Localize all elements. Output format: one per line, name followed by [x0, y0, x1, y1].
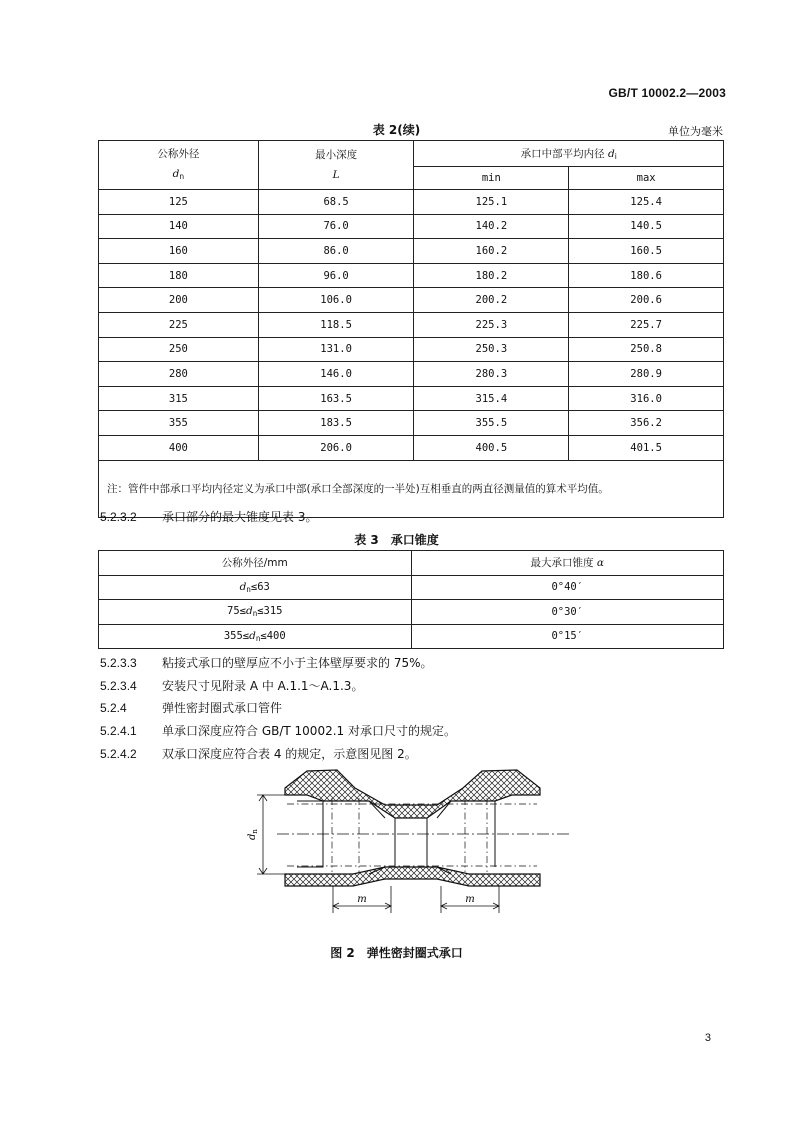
table-row — [99, 575, 724, 600]
page-number: 3 — [704, 1032, 711, 1044]
section-number: 5.2.3.2 — [100, 510, 137, 524]
table3 — [98, 550, 724, 649]
cell-min-depth: 68.5 — [258, 190, 414, 215]
paragraph-5-2-4 — [100, 699, 282, 716]
figure-2-diagram — [237, 768, 577, 918]
table2 — [98, 140, 724, 518]
section-text: 双承口深度应符合表 4 的规定，示意图见图 2。 — [162, 747, 417, 761]
cell-min: 140.2 — [414, 214, 569, 239]
table-row — [99, 624, 724, 649]
table2-header-max: max — [569, 167, 724, 190]
table2-caption: 表 2(续) — [372, 123, 421, 137]
cell-min-depth: 106.0 — [258, 288, 414, 313]
cell-max: 316.0 — [569, 386, 724, 411]
cell-min: 225.3 — [414, 312, 569, 337]
header-subscript: i — [614, 152, 617, 161]
cell-taper: 0°40′ — [411, 575, 723, 600]
cell-nominal-od: 140 — [99, 214, 259, 239]
cell-min-depth: 163.5 — [258, 386, 414, 411]
cell-taper: 0°30′ — [411, 600, 723, 625]
dn-label: $d_n$ — [247, 829, 259, 840]
cell-nominal-od: 280 — [99, 362, 259, 387]
table-row — [99, 600, 724, 625]
cell-max: 280.9 — [569, 362, 724, 387]
cell-min-depth: 96.0 — [258, 263, 414, 288]
table2-note: 注：管件中部承口平均内径定义为承口中部(承口全部深度的一半处)互相垂直的两直径测量值的算术平均值。 — [99, 460, 724, 517]
table3-header-max-taper — [411, 551, 723, 576]
cell-max: 140.5 — [569, 214, 724, 239]
cell-nominal-od: 125 — [99, 190, 259, 215]
section-number: 5.2.4 — [100, 701, 127, 715]
dn-dimension — [257, 795, 285, 874]
cell-taper: 0°15′ — [411, 624, 723, 649]
table-row — [99, 214, 724, 239]
cell-max: 160.5 — [569, 239, 724, 264]
m-label-right: m — [465, 894, 475, 905]
cell-nominal-od: 160 — [99, 239, 259, 264]
cell-min-depth: 146.0 — [258, 362, 414, 387]
cell-nominal-od: 250 — [99, 337, 259, 362]
section-number: 5.2.3.3 — [100, 656, 137, 670]
paragraph-5-2-3-2 — [100, 508, 317, 525]
table-row — [99, 312, 724, 337]
cell-min: 400.5 — [414, 435, 569, 460]
section-text: 弹性密封圈式承口管件 — [162, 701, 283, 715]
table-row — [99, 239, 724, 264]
table2-header-nominal-od — [99, 141, 259, 190]
cell-min: 280.3 — [414, 362, 569, 387]
section-number: 5.2.3.4 — [100, 679, 137, 693]
cell-range: $75\le d_n\le 315$ — [99, 600, 412, 625]
cell-min: 200.2 — [414, 288, 569, 313]
cell-max: 356.2 — [569, 411, 724, 436]
section-text: 单承口深度应符合 GB/T 10002.1 对承口尺寸的规定。 — [162, 724, 456, 738]
section-number: 5.2.4.2 — [100, 747, 137, 761]
figure2-caption: 图 2 弹性密封圈式承口 — [330, 946, 463, 960]
section-number: 5.2.4.1 — [100, 724, 137, 738]
table-row — [99, 337, 724, 362]
header-symbol: L — [332, 169, 340, 181]
table-row — [99, 190, 724, 215]
table2-unit: 单位为毫米 — [668, 125, 723, 138]
cell-max: 401.5 — [569, 435, 724, 460]
table-row — [99, 435, 724, 460]
header-symbol: d — [172, 167, 180, 180]
section-text: 承口部分的最大锥度见表 3。 — [162, 510, 318, 524]
section-text: 粘接式承口的壁厚应不小于主体壁厚要求的 75%。 — [162, 656, 433, 670]
cell-min-depth: 131.0 — [258, 337, 414, 362]
header-subscript: n — [179, 171, 185, 181]
table3-header-nominal-od: 公称外径/mm — [99, 551, 412, 576]
cell-min: 160.2 — [414, 239, 569, 264]
cell-min: 355.5 — [414, 411, 569, 436]
table2-header-mean-id — [414, 141, 724, 167]
cell-range: $355\le d_n\le 400$ — [99, 624, 412, 649]
cell-min-depth: 183.5 — [258, 411, 414, 436]
cell-max: 250.8 — [569, 337, 724, 362]
cell-nominal-od: 355 — [99, 411, 259, 436]
alpha-symbol: α — [596, 557, 604, 570]
table-row — [99, 288, 724, 313]
cell-nominal-od: 180 — [99, 263, 259, 288]
table2-header-min: min — [414, 167, 569, 190]
table-row — [99, 411, 724, 436]
cell-min-depth: 86.0 — [258, 239, 414, 264]
cell-min-depth: 76.0 — [258, 214, 414, 239]
cell-range: $d_n\le 63$ — [99, 575, 412, 600]
cell-max: 225.7 — [569, 312, 724, 337]
header-text: 承口中部平均内径 — [520, 148, 605, 160]
m-label-left: m — [357, 894, 367, 905]
cell-min: 180.2 — [414, 263, 569, 288]
inner-bore — [395, 818, 427, 867]
socket-right — [437, 801, 495, 874]
cell-min-depth: 206.0 — [258, 435, 414, 460]
table-row — [99, 362, 724, 387]
paragraph-5-2-4-2 — [100, 745, 417, 762]
header-text: 最大承口锥度 — [530, 557, 594, 570]
paragraph-5-2-3-4 — [100, 677, 363, 694]
cell-max: 180.6 — [569, 263, 724, 288]
cell-min: 250.3 — [414, 337, 569, 362]
table-row — [99, 263, 724, 288]
table2-header-min-depth — [258, 141, 414, 190]
standard-number: GB/T 10002.2—2003 — [608, 86, 726, 100]
cell-min: 315.4 — [414, 386, 569, 411]
paragraph-5-2-4-1 — [100, 722, 456, 739]
cell-nominal-od: 400 — [99, 435, 259, 460]
cell-max: 125.4 — [569, 190, 724, 215]
socket-left — [297, 801, 385, 874]
cell-min-depth: 118.5 — [258, 312, 414, 337]
cell-min: 125.1 — [414, 190, 569, 215]
header-text: 公称外径 — [157, 147, 200, 160]
table-row — [99, 386, 724, 411]
cell-max: 200.6 — [569, 288, 724, 313]
paragraph-5-2-3-3 — [100, 654, 433, 671]
section-text: 安装尺寸见附录 A 中 A.1.1～A.1.3。 — [162, 679, 364, 693]
cell-nominal-od: 315 — [99, 386, 259, 411]
header-text: 最小深度 — [315, 149, 358, 161]
cell-nominal-od: 200 — [99, 288, 259, 313]
table3-caption: 表 3 承口锥度 — [354, 533, 439, 547]
header-symbol: d — [607, 148, 615, 160]
lower-wall — [285, 867, 540, 886]
cell-nominal-od: 225 — [99, 312, 259, 337]
